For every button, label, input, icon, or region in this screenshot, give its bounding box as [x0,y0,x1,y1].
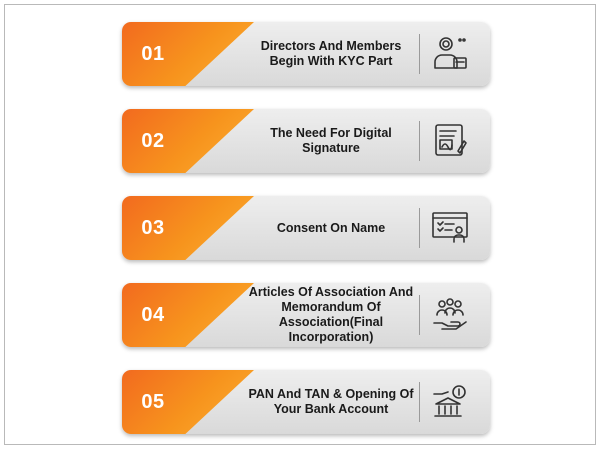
step-5-divider [419,382,420,422]
step-3-label: Consent On Name [276,220,386,235]
step-4-label: Articles Of Association And Memorandum Of Association(Final Incorporation) [248,285,414,344]
step-2 [122,109,490,173]
step-1-label: Directors And Members Begin With KYC Part [260,39,402,68]
step-2-label: The Need For Digital Signature [270,126,392,155]
step-5 [122,370,490,434]
step-4-number: 04 [141,304,165,326]
diagram-frame [4,4,596,445]
step-5-label: PAN And TAN & Opening Of Your Bank Account [248,387,414,416]
step-2-divider [419,121,420,161]
step-1-number: 01 [141,43,165,65]
step-4 [122,283,490,347]
digital-signature-icon [430,121,470,161]
step-1-divider [419,34,420,74]
step-4-divider [419,295,420,335]
step-5-number: 05 [141,391,165,413]
bank-account-icon [430,382,470,422]
step-3-divider [419,208,420,248]
step-2-number: 02 [141,130,165,152]
name-consent-icon [430,208,470,248]
step-3-number: 03 [141,217,165,239]
step-3 [122,196,490,260]
step-1 [122,22,490,86]
kyc-person-icon [430,34,470,74]
association-group-icon [430,295,470,335]
